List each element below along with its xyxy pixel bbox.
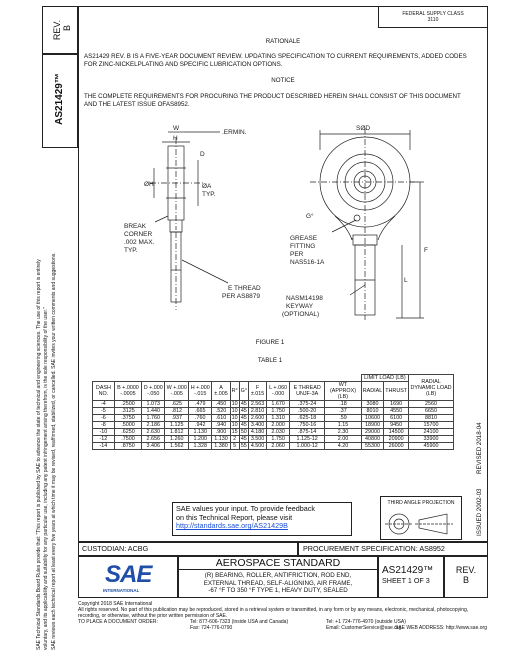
table-cell: 8810 xyxy=(409,415,454,422)
copyright-line2: All rights reserved. No part of this publication may be reproduced, stored in a retrieval system or transmitted, in any form or by any means, electronic, mechanical, photocopying, xyxy=(78,607,469,613)
table-cell: .18 xyxy=(325,401,362,408)
table-cell: .3125 xyxy=(114,408,141,415)
table-cell: -6 xyxy=(93,415,115,422)
fsc-cell xyxy=(378,6,488,28)
table-row xyxy=(93,401,454,408)
table-cell: 10600 xyxy=(361,415,383,422)
col-header: D +.000 -.050 xyxy=(142,382,165,401)
label-sq: SØD xyxy=(356,125,371,132)
label-w: W xyxy=(173,125,180,132)
revised-date: REVISED 2018-04 xyxy=(476,422,483,474)
notice-text: THE COMPLETE REQUIREMENTS FOR PROCURING THE PRODUCT DESCRIBED HEREIN SHALL CONSIST OF THIS DOCUMENT AND THE LATEST ISSUE OFAS8952. xyxy=(84,93,461,108)
table-cell: -14 xyxy=(93,443,115,450)
label-nasm-3: (OPTIONAL) xyxy=(282,311,320,318)
table-cell: .479 xyxy=(189,401,212,408)
title-cell xyxy=(178,556,378,598)
label-grease-2: FITTING xyxy=(290,243,316,250)
table-cell: 1.750 xyxy=(267,408,290,415)
table-cell: 2.30 xyxy=(325,429,362,436)
rev-cell xyxy=(42,6,78,54)
label-h: H xyxy=(173,135,178,142)
sae-logo-sub: INTERNATIONAL xyxy=(103,588,140,593)
table-cell: 10 xyxy=(231,422,238,428)
col-header: R° xyxy=(230,382,239,401)
table-cell: 2.030 xyxy=(267,429,290,436)
table-cell: 4.20 xyxy=(325,443,362,450)
table-cell: 1.260 xyxy=(165,436,189,443)
table-cell: .500-20 xyxy=(290,408,325,415)
table-cell: 2.563 xyxy=(249,401,267,408)
rev-footer-cell xyxy=(444,556,488,598)
order-fax: Fax: 724-776-0790 xyxy=(190,625,233,631)
table-cell: 1.760 xyxy=(142,415,165,422)
label-g: G° xyxy=(306,213,314,220)
table-cell: 33900 xyxy=(409,436,454,443)
table-cell: .450 xyxy=(212,401,230,408)
order-email[interactable]: Email: CustomerService@sae.org xyxy=(326,625,402,631)
table-cell: 10 xyxy=(231,408,238,414)
table-cell: 2.000 xyxy=(267,422,290,429)
table-cell: .5000 xyxy=(114,422,141,429)
label-nasm-2: KEYWAY xyxy=(286,303,314,310)
fsc-label: FEDERAL SUPPLY CLASS xyxy=(402,11,464,17)
table-cell: 45 xyxy=(240,408,247,414)
table-cell: 18900 xyxy=(361,422,383,429)
order-label: TO PLACE A DOCUMENT ORDER: xyxy=(78,619,158,625)
table-cell: 50 xyxy=(240,429,247,435)
table-cell: 2.810 xyxy=(249,408,267,415)
label-typ: TYP. xyxy=(202,191,216,198)
feedback-line1: SAE values your input. To provide feedback xyxy=(176,504,315,513)
table-cell: .3750 xyxy=(114,415,141,422)
table-cell: 15700 xyxy=(409,422,454,429)
table-cell: 1.15 xyxy=(325,422,362,429)
table-row xyxy=(93,408,454,415)
spec-table xyxy=(92,374,454,450)
doc-number-cell xyxy=(42,54,78,148)
table-cell: 2.186 xyxy=(142,422,165,429)
projection-label: THIRD ANGLE PROJECTION xyxy=(387,500,455,506)
notice-heading: NOTICE xyxy=(271,77,295,84)
table-cell: 2.060 xyxy=(267,443,290,450)
col-header: W +.000 -.005 xyxy=(165,382,189,401)
label-nasm-1: NASM14198 xyxy=(286,295,323,302)
label-break-1: BREAK xyxy=(124,223,147,230)
table-cell: .37 xyxy=(325,408,362,415)
table-cell: 29000 xyxy=(361,429,383,436)
table-cell: .665 xyxy=(189,408,212,415)
table-cell: 24100 xyxy=(409,429,454,436)
col-header: WT (APPROX) (LB) xyxy=(325,382,362,401)
table-cell: 55300 xyxy=(361,443,383,450)
table-cell: 2.630 xyxy=(142,429,165,436)
label-grease-4: NAS516-1A xyxy=(290,259,325,266)
table-cell: 10 xyxy=(231,401,238,407)
order-tel2: Tel: +1 724-776-4970 (outside USA) xyxy=(326,619,406,625)
table-cell: -4 xyxy=(93,401,115,408)
label-d: D xyxy=(200,151,205,158)
table-cell: 55 xyxy=(240,443,247,449)
table-cell: .59 xyxy=(325,415,362,422)
table-cell: 1690 xyxy=(384,401,409,408)
table-row xyxy=(93,422,454,429)
table-cell: 45 xyxy=(240,422,247,428)
table-cell: 2.656 xyxy=(142,436,165,443)
table-cell: 3.400 xyxy=(249,422,267,429)
table-cell: 3.500 xyxy=(249,436,267,443)
col-header: THRUST xyxy=(384,382,409,401)
custodian: CUSTODIAN: ACBG xyxy=(82,544,149,553)
table-row xyxy=(93,436,454,443)
issued-date: ISSUED 2002-03 xyxy=(476,488,483,536)
table-cell: 1.000-12 xyxy=(290,443,325,450)
fsc-value: 3110 xyxy=(427,17,439,23)
table-cell: -12 xyxy=(93,436,115,443)
table-cell: 20900 xyxy=(384,436,409,443)
feedback-box xyxy=(172,502,352,536)
table-cell: -10 xyxy=(93,429,115,436)
procurement-cell xyxy=(298,542,488,556)
table-cell: .625 xyxy=(165,401,189,408)
col-header: A ±.005 xyxy=(212,382,230,401)
label-grease-1: GREASE xyxy=(290,235,318,242)
table-caption: TABLE 1 xyxy=(257,357,283,364)
procurement: PROCUREMENT SPECIFICATION: AS8952 xyxy=(303,544,445,553)
table-cell: 1.380 xyxy=(212,443,230,450)
label-f: F xyxy=(424,247,428,254)
label-rmin: .ERMIN. xyxy=(222,129,247,136)
table-cell: .625-18 xyxy=(290,415,325,422)
projection-box xyxy=(380,496,462,540)
rationale-heading: RATIONALE xyxy=(265,38,301,45)
table-cell: .610 xyxy=(212,415,230,422)
table-cell: 1.670 xyxy=(267,401,290,408)
custodian-cell xyxy=(78,542,298,556)
table-cell: 1.130 xyxy=(212,436,230,443)
table-cell: 8010 xyxy=(361,408,383,415)
table-row xyxy=(93,443,454,450)
feedback-line2: on this Technical Report, please visit xyxy=(176,512,293,522)
label-break-3: .002 MAX. xyxy=(124,239,155,246)
table-cell: 45 xyxy=(240,436,247,442)
sae-logo: SAE xyxy=(105,561,152,588)
table-cell: 45 xyxy=(240,401,247,407)
desc-line3: -67 °F TO 350 °F TYPE 1, HEAVY DUTY, SEALED xyxy=(208,587,348,594)
table-cell: 40800 xyxy=(361,436,383,443)
table-cell: 3080 xyxy=(361,401,383,408)
order-tel1: Tel: 877-606-7323 (inside USA and Canada) xyxy=(190,619,289,625)
table-cell: 3.406 xyxy=(142,443,165,450)
label-grease-3: PER xyxy=(290,251,304,258)
doc-number-vertical: AS21429™ xyxy=(54,73,65,125)
table-cell: .2500 xyxy=(114,401,141,408)
desc-line2: EXTERNAL THREAD, SELF-ALIGNING, AIR FRAME, xyxy=(203,579,353,587)
col-header: E THREAD UNJF-3A xyxy=(290,382,325,401)
label-break-4: TYP. xyxy=(124,247,138,254)
web-address[interactable]: SAE WEB ADDRESS: http://www.sae.org xyxy=(395,625,487,631)
table-cell: .750-16 xyxy=(290,422,325,429)
table-cell: 6100 xyxy=(384,415,409,422)
table-cell: 4.500 xyxy=(249,443,267,450)
figure-caption: FIGURE 1 xyxy=(255,339,285,346)
table-cell: 1.328 xyxy=(189,443,212,450)
label-break-2: CORNER xyxy=(124,231,153,238)
table-cell: .7500 xyxy=(114,436,141,443)
table-cell: .375-24 xyxy=(290,401,325,408)
table-cell: 2.600 xyxy=(249,415,267,422)
doc-number-footer-cell xyxy=(378,556,444,598)
label-oa: ØA xyxy=(202,183,212,190)
table-cell: 14500 xyxy=(384,429,409,436)
table-cell: 1.812 xyxy=(165,429,189,436)
doc-number-footer: AS21429™ xyxy=(382,565,434,576)
table-cell: .875-14 xyxy=(290,429,325,436)
table-cell: 1.125 xyxy=(165,422,189,429)
projection-symbol xyxy=(381,508,461,538)
table-cell: 5 xyxy=(230,443,239,450)
figure-drawing xyxy=(110,120,450,330)
standard-title: AEROSPACE STANDARD xyxy=(179,557,377,570)
table-cell: 2.00 xyxy=(325,436,362,443)
copyright-line3: recording, or otherwise, without the prior written permission of SAE. xyxy=(78,613,228,619)
table-cell: .900 xyxy=(212,429,230,436)
table-cell: 1.200 xyxy=(189,436,212,443)
table-cell: 1.310 xyxy=(267,415,290,422)
col-header: H +.000 -.015 xyxy=(189,382,212,401)
table-cell: 2560 xyxy=(409,401,454,408)
table-cell: 9450 xyxy=(384,422,409,429)
copyright-line1: Copyright 2018 SAE International xyxy=(78,601,153,607)
table-cell: .940 xyxy=(212,422,230,429)
rev-footer-label: REV. xyxy=(455,565,477,575)
table-cell: -5 xyxy=(93,408,115,415)
table-cell: 1.073 xyxy=(142,401,165,408)
label-ethread-1: E THREAD xyxy=(228,285,261,292)
table-cell: 15 xyxy=(231,429,238,435)
table-cell: 1.130 xyxy=(189,429,212,436)
table-cell: 1.440 xyxy=(142,408,165,415)
table-cell: .520 xyxy=(212,408,230,415)
rev-footer-value: B xyxy=(462,575,469,585)
table-cell: 2 xyxy=(230,436,239,443)
desc-line1: (R) BEARING, ROLLER, ANTIFRICTION, ROD END, xyxy=(204,572,352,579)
col-header: B +.0000 -.0005 xyxy=(114,382,141,401)
col-header: RADIAL DYNAMIC LOAD (LB) xyxy=(409,375,454,401)
table-cell: 1.125-12 xyxy=(290,436,325,443)
sheet-number: SHEET 1 OF 3 xyxy=(382,576,430,585)
table-body xyxy=(93,401,454,450)
rationale-text: AS21429 REV. B IS A FIVE-YEAR DOCUMENT REVIEW. UPDATING SPECIFICATION TO CURRENT REQUIREMENTS, ADDED CODES FOR ZINC-NICKELPLATING AND SPECIFIC LUBRICATION OPTIONS. xyxy=(84,53,467,68)
table-cell: 1.750 xyxy=(267,436,290,443)
table-cell: 10 xyxy=(231,415,238,421)
table-cell: 4.180 xyxy=(249,429,267,436)
table-cell: .812 xyxy=(165,408,189,415)
table-cell: .760 xyxy=(189,415,212,422)
table-cell: 45900 xyxy=(409,443,454,450)
table-cell: -8 xyxy=(93,422,115,429)
col-header: DASH NO. xyxy=(93,382,115,401)
rev-label: REV. xyxy=(52,19,62,41)
limit-load-header: LIMIT LOAD (LB) xyxy=(361,375,408,382)
feedback-link[interactable]: http://standards.sae.org/AS21429B xyxy=(176,521,288,530)
col-header: L +.060 -.000 xyxy=(267,382,290,401)
table-cell: 26000 xyxy=(384,443,409,450)
table-row xyxy=(93,429,454,436)
label-l: L xyxy=(404,277,408,284)
table-row xyxy=(93,415,454,422)
table-cell: .6250 xyxy=(114,429,141,436)
rev-value: B xyxy=(62,25,72,32)
side-notice-line1: SAE Technical Standards Board Rules provide that: "This report is published by SAE to advance the state of technical and engineering sciences. The use of this report is entirely xyxy=(36,259,42,650)
table-cell: .937 xyxy=(165,415,189,422)
table-cell: 45 xyxy=(240,415,247,421)
col-header: G° xyxy=(239,382,248,401)
table-cell: .942 xyxy=(189,422,212,429)
side-notice-line2: voluntary, and its applicability and suitability for any particular use, including any patent infringement arising therefrom, is the sole responsibility of the user." xyxy=(43,307,49,650)
table-cell: .8750 xyxy=(114,443,141,450)
label-ethread-2: PER AS8879 xyxy=(222,293,260,300)
table-cell: 4550 xyxy=(384,408,409,415)
col-header: F ±.015 xyxy=(249,382,267,401)
logo-cell xyxy=(78,556,178,598)
table-cell: 6650 xyxy=(409,408,454,415)
col-header: RADIAL xyxy=(361,382,383,401)
table-cell: 1.562 xyxy=(165,443,189,450)
side-notice-line3: SAE reviews each technical report at least every five years at which time it may be revised, reaffirmed, stabilized, or cancelled. SAE invites your written comments and suggestions. xyxy=(51,252,57,650)
label-oh: ØH xyxy=(144,181,154,188)
